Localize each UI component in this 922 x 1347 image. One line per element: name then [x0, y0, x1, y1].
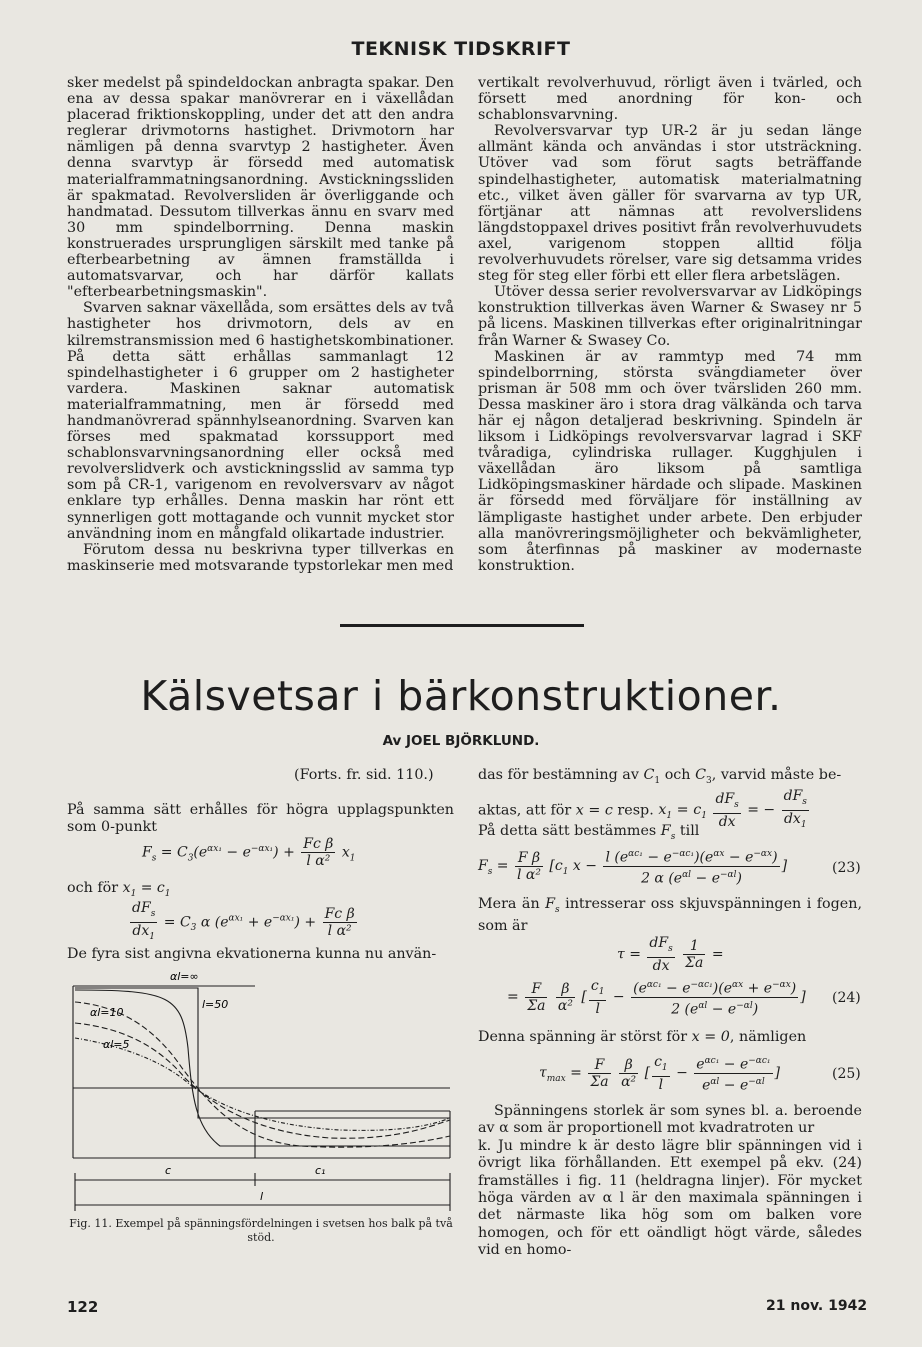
equation-23: $F_s$ = $\frac{\text{F β}}{\text{l α²}}$ [$c_1$ x − $\frac{l (e^{\alpha c_1} - e^{-\alpha c_1})(e^{\alpha x} - e^{-\alpha x})}{2 \alpha (e^{\alpha l} - e^{-\alpha l})}$ ] — [478, 846, 787, 886]
text: aktas, att för — [478, 802, 572, 819]
paragraph: vertikalt revolverhuvud, rörligt även i tvärled, och försett med anordning för kon- och schablonsvarvning. — [478, 75, 862, 124]
bottom-right-paragraph — [478, 1103, 862, 1260]
journal-header: TEKNISK TIDSKRIFT — [351, 38, 571, 60]
curve-al-inf — [75, 988, 450, 1118]
label-al5: αl=5 — [103, 1038, 130, 1051]
text: Denna spänning är störst för — [478, 1029, 688, 1045]
paragraph: På samma sätt erhålles för högra upplagspunkten som 0-punkt — [67, 802, 454, 835]
stress-distribution-figure — [70, 968, 454, 1213]
equation-25: $\tau_{max}$ = $\frac{F}{\Sigma a}$ $\frac{\beta}{\text{α²}}$ [ $\frac{c_1}{l}$ − $\frac{e^{\alpha c_1} - e^{-\alpha c_1}}{e^{\alpha l} - e^{-\alpha l}}$ ] — [539, 1053, 780, 1094]
equation-number: (23) — [832, 860, 861, 876]
label-al10: αl=10 — [90, 1006, 124, 1019]
equation-24: = $\frac{F}{\Sigma a}$ $\frac{\beta}{\text{α²}}$ [ $\frac{c_1}{l}$ − $\frac{(e^{\alpha c_1} - e^{-\alpha c_1})(e^{\alpha x} + e^{-\alpha x})}{2 (e^{\alpha l} - e^{-\alpha l})}$ ] — [507, 977, 806, 1018]
text: På detta sätt bestämmes — [478, 823, 657, 839]
curve-al5 — [75, 1023, 450, 1138]
paragraph: Förutom dessa nu beskrivna typer tillverkas en maskinserie med motsvarande typstorlekar men med — [67, 541, 454, 574]
top-right-column — [478, 75, 862, 574]
text-line: På detta sätt bestämmes $F_s$ till — [478, 823, 700, 842]
label-c: c — [165, 1164, 172, 1177]
figure-caption: Fig. 11. Exempel på spänningsfördelningen i svetsen hos balk på två stöd. — [69, 1217, 453, 1244]
text-line: Mera än $F_s$ intresserar oss skjuvspänningen i fogen, som är — [478, 896, 863, 935]
text: , varvid måste be- — [711, 767, 842, 783]
paragraph: Revolversvarvar typ UR-2 är ju sedan länge allmänt kända och användas i stor utsträckning. Utöver vad som förut sagts beträffande spindelhastigheter, automatisk materialmatning etc., vilket även gäller för svarvarna av typ UR, förtjänar att nämnas att revolverslidens längdstoppaxel drives positivt från revolverhuvudets axel, varigenom stoppen alltid följa revolverhuvudets rörelser, vare sig detsamma vrides steg för steg eller förbi ett eller flera arbetslägen. — [478, 123, 862, 285]
text: , nämligen — [729, 1029, 807, 1045]
curve-l50 — [75, 990, 450, 1146]
section-divider — [340, 624, 584, 627]
text-line — [67, 880, 171, 902]
equation-dfs: $\frac{dF_s}{dx_1}$ = $C_3$ α $(e^{\alpha x_1} + e^{-\alpha x_1})$ + $\frac{\text{Fc β}}{\text{l α²}}$ — [132, 900, 355, 942]
text: och för — [67, 880, 119, 896]
paragraph-part: Spänningens storlek är som synes bl. a. beroende av α som är proportionell mot kvadratroten ur — [478, 1103, 862, 1137]
equation-number: (24) — [832, 990, 861, 1006]
text: till — [679, 823, 700, 839]
equation-fs: $F_s = C_3(e^{\alpha x_1} - e^{-\alpha x_1})$ + $\frac{\text{Fc β}}{\text{l α²}}$ $x_1$ — [142, 836, 356, 869]
article-title: Kälsvetsar i bärkonstruktioner. — [140, 672, 782, 720]
issue-date: 21 nov. 1942 — [766, 1298, 868, 1314]
paragraph: sker medelst på spindeldockan anbragta spakar. Den ena av dessa spakar manövrerar en i växellådan placerad friktionskoppling, under det att den andra reglerar drivmotorns hastighet. Drivmotorn har nämligen på denna svarvtyp 2 hastigheter. Även denna svarvtyp är försedd med automatisk materialframmatningsanordning. Avstickningssliden är spakmatad. Revolversliden är överliggande och handmatad. Dessutom tillverkas ännu en svarv med 30 mm spindelborrning. Denna maskin konstruerades ursprungligen särskilt med tanke på efterbearbetning av ämnen framställda i automatsvarvar, och har därför kallats "efterbearbetningsmaskin". — [67, 75, 454, 301]
paragraph: Utöver dessa serier revolversvarvar av Lidköpings konstruktion tillverkas även Warner & Swasey nr 5 på licens. Maskinen tillverkas efter originalritningar från Warner & Swasey Co. — [478, 284, 862, 349]
article-author: Av JOEL BJÖRKLUND. — [382, 733, 540, 749]
page-number: 122 — [67, 1298, 99, 1316]
text: Mera än — [478, 896, 540, 912]
equation-inline: $\frac{dF_s}{dx}$ = − $\frac{dF_s}{dx_1}$ — [715, 788, 807, 830]
label-l: l — [260, 1190, 264, 1203]
curve-dash-dot — [75, 1038, 450, 1130]
text-line: Denna spänning är störst för x = 0, nämligen — [478, 1029, 807, 1045]
text: das för bestämning av — [478, 767, 639, 783]
text: intresserar oss skjuvspänningen i fogen, som är — [478, 896, 863, 935]
paragraph-part: k. Ju mindre k är desto lägre blir spänningen vid i övrigt lika förhållanden. Ett exempel på ekv. (24) framställes i fig. 11 (heldragna linjer). För mycket höga värden av α l är den maximala spänningen i det närmaste lika hög som om balken vore homogen, och för ett oändligt högt värde, således vid en homo- — [478, 1137, 862, 1259]
text-line: aktas, att för x = c resp. $x_1 = c_1$ $\frac{dF_s}{dx}$ = − $\frac{dF_s}{dx_1}$ — [478, 788, 811, 833]
label-l50: l=50 — [202, 998, 229, 1011]
top-left-column — [67, 75, 454, 574]
label-c1: c₁ — [315, 1164, 326, 1177]
text: och — [664, 767, 691, 783]
paragraph: De fyra sist angivna ekvationerna kunna nu använ- — [67, 946, 437, 962]
equation-inline: $x_1 = c_1$ — [122, 880, 171, 899]
equation-number: (25) — [832, 1066, 861, 1082]
continued-note: (Forts. fr. sid. 110.) — [294, 767, 434, 783]
text: resp. — [617, 802, 654, 819]
paragraph: Maskinen är av rammtyp med 74 mm spindelborrning, största svängdiameter över prisman är 508 mm och över tvärsliden 260 mm. Dessa maskiner äro i stora drag välkända och tarva här ej någon detaljerad beskrivning. Spindeln är liksom i Lidköpings revolversvarvar lagrad i SKF tvåradiga, cylindriska rullager. Kugghjulen i växellådan äro liksom på samtliga Lidköpingsmaskiner härdade och slipade. Maskinen är försedd med förväljare för inställning av lämpligaste hastighet under arbete. Den erbjuder alla manövreringsmöjligheter och bekvämligheter, som återfinnas på maskiner av modernaste konstruktion. — [478, 348, 862, 574]
paragraph: Svarven saknar växellåda, som ersättes dels av två hastigheter hos drivmotorn, dels av en kilremstransmission med 6 hastighetskombinationer. På detta sätt erhållas sammanlagt 12 spindelhastigheter i 6 grupper om 2 hastigheter vardera. Maskinen saknar automatisk materialframmatning, men är försedd med handmanövrerad spännhylseanordning. Svarven kan förses med spakmatad korssupport med schablonsvarvningsanordning eller också med revolverslidverk och avstickningsslid av samma typ som på CR-1, varigenom en revolversvarv av något enklare typ erhålles. Denna maskin har rönt ett synnerligen gott mottagande och vunnit mycket stor användning inom en mångfald olikartade industrier. — [67, 300, 454, 542]
equation-tau: τ = $\frac{dF_s}{dx}$ $\frac{1}{\Sigma a}$ = — [617, 935, 724, 974]
text-line: das för bestämning av $C_1$ och $C_3$, varvid måste be- — [478, 767, 842, 786]
label-al-inf: αl=∞ — [170, 970, 199, 983]
